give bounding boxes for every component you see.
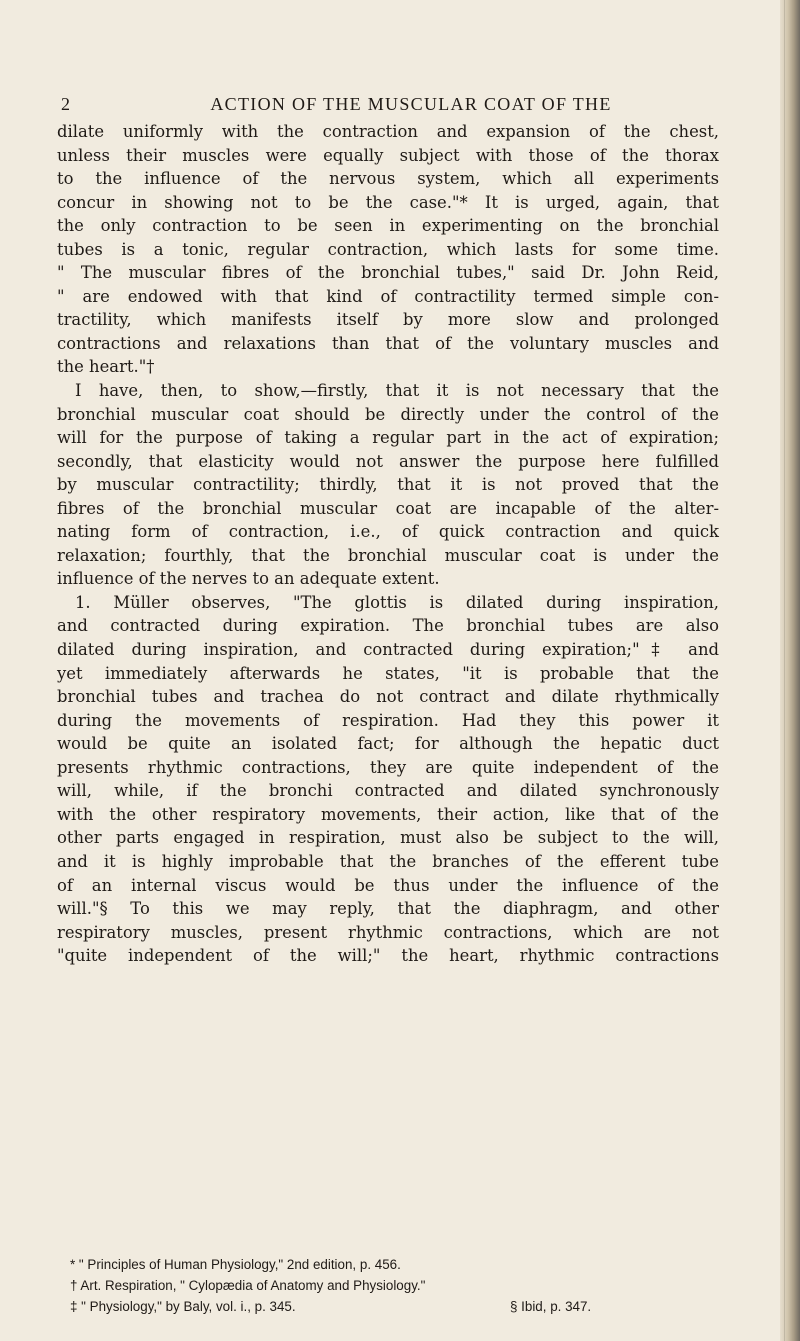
text-line: presents rhythmic contractions, they are quite independent of the — [57, 757, 719, 777]
text-line: of an internal viscus would be thus under the influence of the — [57, 875, 719, 895]
text-line: "quite independent of the will;" the heart, rhythmic contractions — [57, 946, 719, 966]
text-line: bronchial muscular coat should be directly under the control of the — [57, 404, 719, 424]
footnote-dagger: † Art. Respiration, " Cylopædia of Anatomy and Physiology." — [70, 1278, 426, 1293]
text-line: unless their muscles were equally subject with those of the thorax — [57, 145, 719, 165]
text-line: I have, then, to show,—firstly, that it is not necessary that the — [75, 381, 719, 401]
running-head — [61, 91, 721, 117]
text-line: dilated during inspiration, and contracted during expiration;"‡ and — [57, 640, 719, 660]
footnote-star: * " Principles of Human Physiology," 2nd edition, p. 456. — [70, 1257, 401, 1272]
text-line: nating form of contraction, i.e., of quick contraction and quick — [57, 522, 719, 542]
text-line: and it is highly improbable that the branches of the efferent tube — [57, 851, 719, 871]
text-line: would be quite an isolated fact; for although the hepatic duct — [57, 734, 719, 754]
footnote-double-dagger: ‡ " Physiology," by Baly, vol. i., p. 345. — [70, 1299, 296, 1314]
text-line: will for the purpose of taking a regular part in the act of expiration; — [57, 428, 719, 448]
text-line: " are endowed with that kind of contractility termed simple con- — [57, 286, 719, 306]
text-line: the heart."† — [57, 357, 155, 377]
text-line: tubes is a tonic, regular contraction, which lasts for some time. — [57, 239, 719, 259]
text-line: to the influence of the nervous system, which all experiments — [57, 169, 719, 189]
text-line: 1. Müller observes, "The glottis is dilated during inspiration, — [75, 592, 719, 612]
footnote-double-dagger-row — [70, 1296, 720, 1317]
text-line: will, while, if the bronchi contracted and dilated synchronously — [57, 781, 719, 801]
page-number: 2 — [61, 94, 70, 114]
page-edge-shadow — [780, 0, 800, 1341]
text-line: and contracted during expiration. The bronchial tubes are also — [57, 616, 719, 636]
text-line: contractions and relaxations than that of the voluntary muscles and — [57, 333, 719, 353]
text-line: influence of the nerves to an adequate extent. — [57, 569, 440, 589]
body-text — [57, 120, 719, 968]
text-line: will."§ To this we may reply, that the diaphragm, and other — [57, 899, 719, 919]
text-line: the only contraction to be seen in experimenting on the bronchial — [57, 216, 719, 236]
footnote-section: § Ibid, p. 347. — [510, 1299, 592, 1314]
text-line: other parts engaged in respiration, must also be subject to the will, — [57, 828, 719, 848]
text-line: concur in showing not to be the case."* It is urged, again, that — [57, 192, 719, 212]
text-line: respiratory muscles, present rhythmic contractions, which are not — [57, 922, 719, 942]
text-line: tractility, which manifests itself by more slow and prolonged — [57, 310, 719, 330]
text-line: by muscular contractility; thirdly, that it is not proved that the — [57, 475, 719, 495]
footnotes — [70, 1254, 720, 1317]
text-line: secondly, that elasticity would not answer the purpose here fulfilled — [57, 451, 719, 471]
text-line: with the other respiratory movements, their action, like that of the — [57, 804, 719, 824]
text-line: relaxation; fourthly, that the bronchial muscular coat is under the — [57, 545, 719, 565]
text-line: dilate uniformly with the contraction and expansion of the chest, — [57, 122, 719, 141]
text-line: during the movements of respiration. Had they this power it — [57, 710, 719, 730]
text-line: yet immediately afterwards he states, "it is probable that the — [57, 663, 719, 683]
text-line: " The muscular fibres of the bronchial tubes," said Dr. John Reid, — [57, 263, 719, 283]
running-head-title: ACTION OF THE MUSCULAR COAT OF THE — [210, 94, 612, 114]
text-line: fibres of the bronchial muscular coat are incapable of the alter- — [57, 498, 719, 518]
text-line: bronchial tubes and trachea do not contract and dilate rhythmically — [57, 687, 719, 707]
